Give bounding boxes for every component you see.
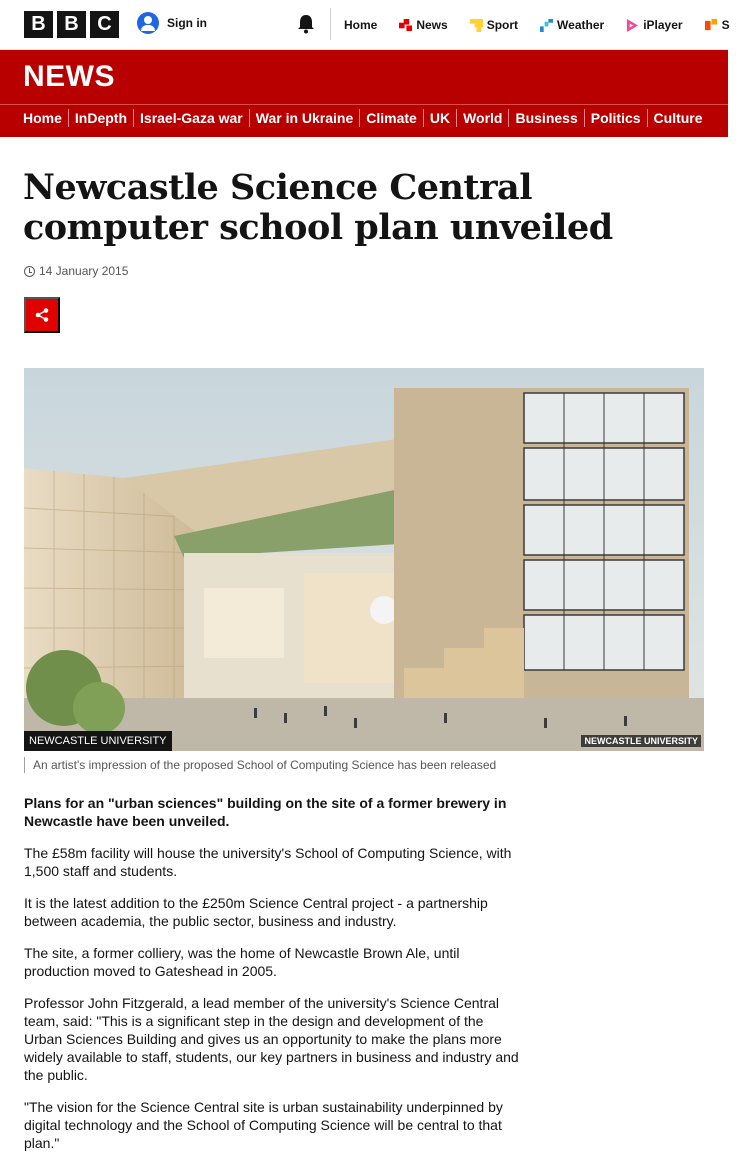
share-button[interactable] bbox=[24, 297, 60, 333]
sign-in-link[interactable] bbox=[137, 12, 207, 34]
bbc-logo-letter: B bbox=[24, 11, 53, 38]
global-nav-news[interactable] bbox=[399, 18, 447, 32]
news-section-nav bbox=[23, 109, 709, 127]
sign-in-label: Sign in bbox=[167, 16, 207, 30]
clock-icon bbox=[24, 266, 35, 277]
global-nav-label: iPlayer bbox=[643, 18, 683, 32]
article-paragraph: "The vision for the Science Central site is urban sustainability underpinned by digital technology and the School of Computing Science will be central to that plan." bbox=[24, 1099, 503, 1151]
section-nav-ukraine[interactable]: War in Ukraine bbox=[249, 109, 360, 127]
article-paragraph: It is the latest addition to the £250m Science Central project - a partnership between academia, the public sector, business and industry. bbox=[24, 895, 488, 929]
section-nav-politics[interactable]: Politics bbox=[584, 109, 647, 127]
header-divider bbox=[330, 8, 331, 40]
global-nav bbox=[344, 0, 752, 50]
section-nav-israel-gaza[interactable]: Israel-Gaza war bbox=[133, 109, 249, 127]
article-date-text: 14 January 2015 bbox=[39, 264, 129, 278]
global-nav-label: S bbox=[721, 18, 730, 32]
article-headline: Newcastle Science Central computer school plan unveiled bbox=[23, 167, 613, 248]
section-nav-home[interactable]: Home bbox=[23, 110, 62, 126]
image-caption: An artist's impression of the proposed School of Computing Science has been released bbox=[24, 757, 496, 773]
article-date bbox=[24, 264, 128, 278]
global-nav-sounds[interactable] bbox=[705, 18, 730, 32]
global-header bbox=[0, 0, 728, 50]
section-nav-business[interactable]: Business bbox=[508, 109, 583, 127]
sounds-icon bbox=[705, 19, 718, 32]
article-body bbox=[24, 794, 519, 1166]
account-icon bbox=[137, 12, 159, 34]
article-lead: Plans for an "urban sciences" building on the site of a former brewery in Newcastle have been unveiled. bbox=[24, 795, 507, 829]
share-icon bbox=[35, 308, 49, 322]
section-nav-culture[interactable]: Culture bbox=[647, 109, 709, 127]
image-watermark: NEWCASTLE UNIVERSITY bbox=[581, 735, 701, 747]
section-nav-climate[interactable]: Climate bbox=[359, 109, 423, 127]
image-credit: NEWCASTLE UNIVERSITY bbox=[24, 731, 172, 751]
global-nav-label: Weather bbox=[557, 18, 605, 32]
global-nav-label: News bbox=[416, 18, 448, 32]
article-paragraph: The site, a former colliery, was the home of Newcastle Brown Ale, until production moved to Gateshead in 2005. bbox=[24, 945, 460, 979]
section-nav-world[interactable]: World bbox=[456, 109, 508, 127]
article-image bbox=[24, 368, 704, 751]
bbc-logo-letter: B bbox=[57, 11, 86, 38]
global-nav-label: Sport bbox=[486, 18, 519, 32]
global-nav-sport[interactable] bbox=[470, 18, 518, 32]
article-paragraph: The £58m facility will house the university's School of Computing Science, with 1,500 staff and students. bbox=[24, 845, 512, 879]
weather-icon bbox=[540, 19, 553, 32]
global-nav-iplayer[interactable] bbox=[626, 18, 682, 32]
article-paragraph: Professor John Fitzgerald, a lead member of the university's Science Central team, said: "This is a significant step in the design and development of the Urban Sciences Building and gives us an opportunity to make the plans more widely available to staff, students, our key partners in business and industry and the public. bbox=[24, 995, 519, 1083]
section-nav-uk[interactable]: UK bbox=[423, 109, 456, 127]
iplayer-icon bbox=[626, 19, 639, 32]
bbc-logo[interactable] bbox=[24, 11, 119, 38]
news-icon bbox=[399, 19, 412, 32]
building-illustration bbox=[24, 368, 704, 751]
global-nav-label: Home bbox=[344, 18, 378, 32]
news-wordmark[interactable]: NEWS bbox=[23, 60, 115, 93]
notifications-bell-icon[interactable] bbox=[297, 14, 315, 34]
bbc-logo-letter: C bbox=[90, 11, 119, 38]
global-nav-weather[interactable] bbox=[540, 18, 604, 32]
masthead-divider bbox=[0, 104, 728, 105]
sport-icon bbox=[470, 19, 483, 32]
global-nav-home[interactable] bbox=[344, 18, 377, 32]
news-masthead bbox=[0, 50, 728, 137]
section-nav-indepth[interactable]: InDepth bbox=[68, 109, 133, 127]
